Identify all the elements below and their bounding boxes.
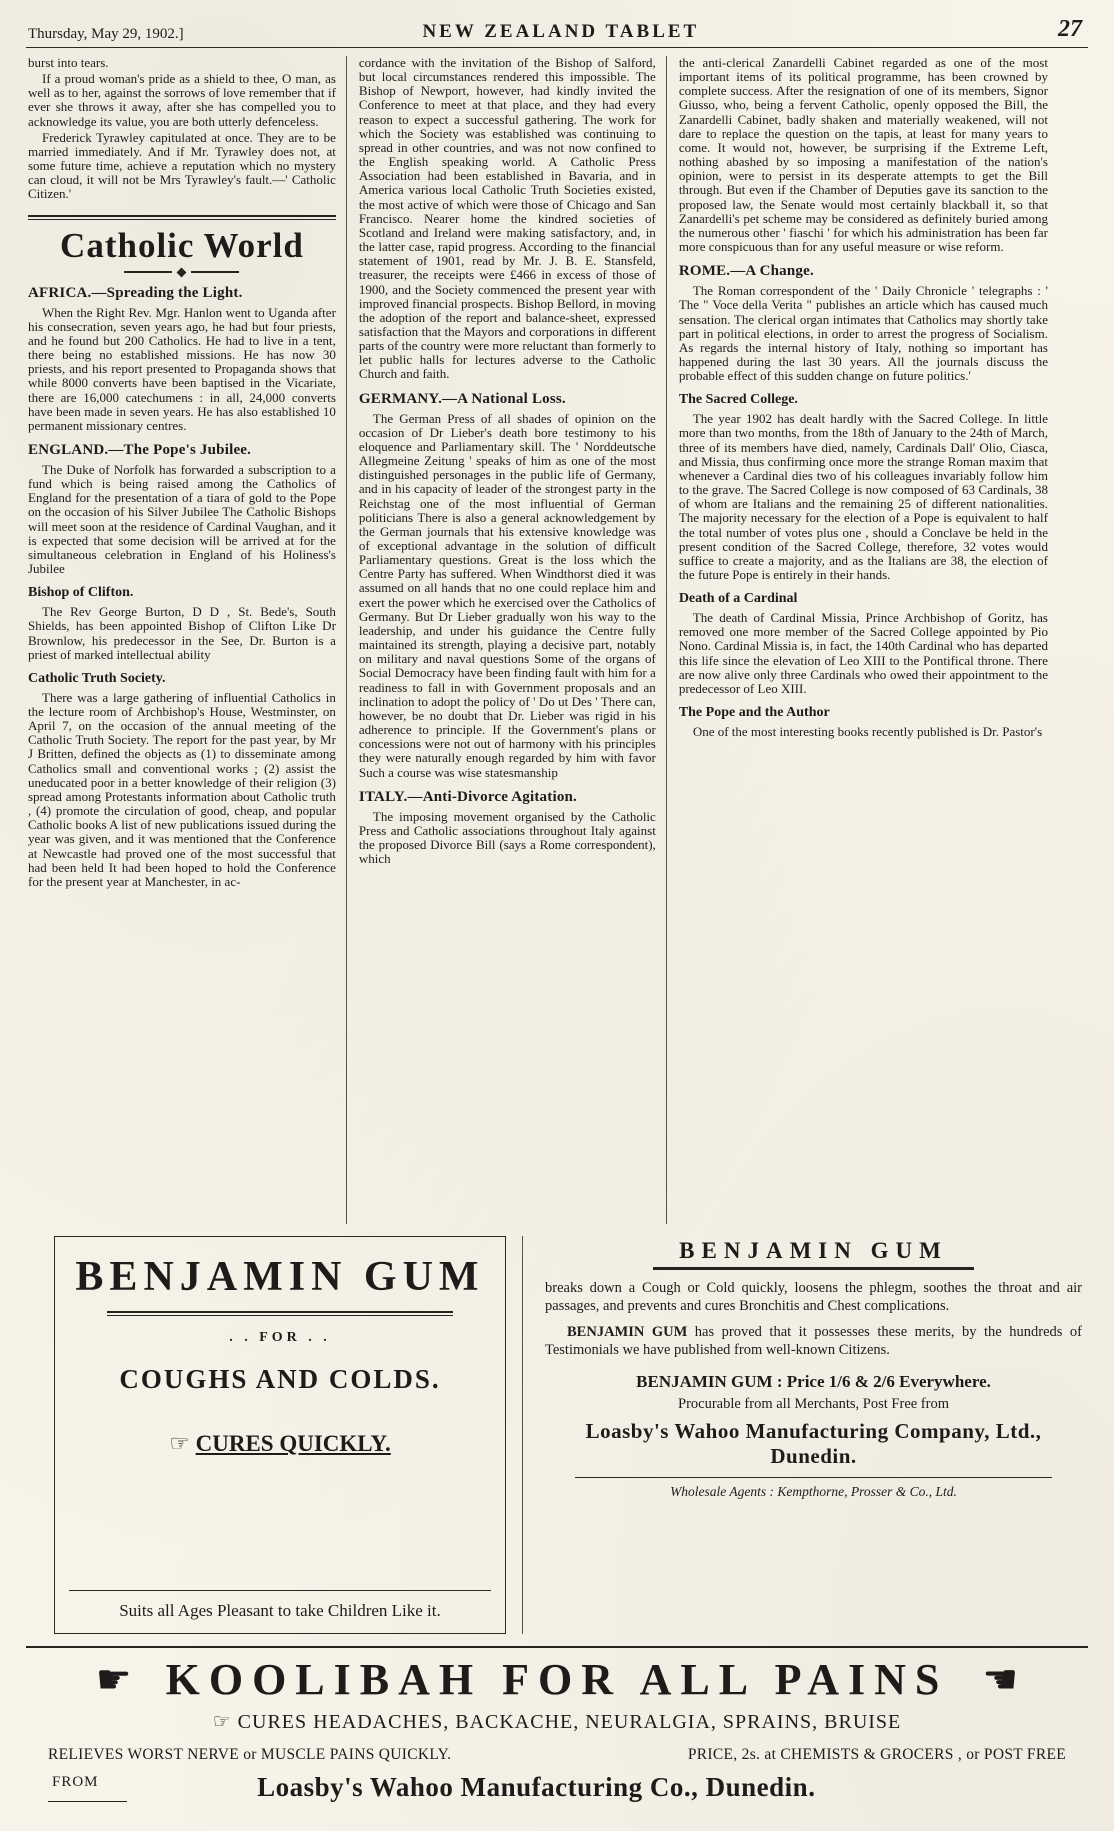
section-title: Catholic World bbox=[60, 225, 304, 265]
benjamin-gum-ad-right bbox=[523, 1236, 1088, 1634]
koolibah-subtitle bbox=[26, 1709, 1088, 1734]
rule bbox=[107, 1311, 453, 1313]
page-number: 27 bbox=[1058, 16, 1082, 42]
ad-price-line: BENJAMIN GUM : Price 1/6 & 2/6 Everywhere. bbox=[636, 1371, 991, 1391]
column-3 bbox=[666, 56, 1058, 1224]
ad-procurable-line: Procurable from all Merchants, Post Free from bbox=[678, 1395, 949, 1412]
article-subheading: The Pope and the Author bbox=[678, 705, 830, 721]
article-subheading: Catholic Truth Society. bbox=[28, 670, 166, 686]
koolibah-title-row bbox=[26, 1654, 1088, 1705]
pointing-hand-left-icon: ☚ bbox=[982, 1656, 1019, 1703]
diamond-ornament-icon bbox=[177, 267, 187, 277]
ad-cures-text: CURES QUICKLY. bbox=[195, 1431, 391, 1456]
section-title-block bbox=[28, 215, 336, 276]
article-heading: ENGLAND.—The Pope's Jubilee. bbox=[28, 441, 252, 458]
article-paragraph: The German Press of all shades of opinion on the occasion of Dr Lieber's death bore testimony to his eloquence and Parliamentary skill. The ' Norddeutsche Allegmeine Zeitung ' speaks of him as one of the most distinguished personages in the public life of Germany, and in his capacity of leader of the strongest party in the Reichstag one of the most influential of German politicians There is also a general acknowledgement by the German journals that his extensive knowledge was of exceptional advantage in the solution of difficult Parliamentary questions. Great is the loss which the Centre Party has suffered. When Windthorst died it was assumed on all hands that no one could replace him and exert the power which he exercised over the Catholics of Germany. But Dr Lieber gradually won his way to the leadership, and under his guidance the Centre fully maintained its strength, playing a decisive part, notably on military and naval questions Some of the organs of Social Democracy have been finding fault with him for a readiness to fall in with Government proposals and an inclination to adopt the policy of ' Do ut Des ' There can, however, be no doubt that Dr. Lieber was rigid in his adherence to principle. If the Government's plans or concessions were not out of harmony with his principles they were naturally enough regarded by him with favor Such a course was wise statesmanship bbox=[358, 410, 656, 780]
ad-title bbox=[545, 1238, 1082, 1270]
article-heading: ROME.—A Change. bbox=[678, 263, 814, 280]
advertisements-row bbox=[26, 1236, 1088, 1634]
article-heading: GERMANY.—A National Loss. bbox=[358, 390, 566, 407]
ad-for-line: . . FOR . . bbox=[229, 1330, 331, 1345]
article-heading: AFRICA.—Spreading the Light. bbox=[28, 284, 243, 301]
rule bbox=[107, 1315, 453, 1316]
koolibah-title: KOOLIBAH FOR ALL PAINS bbox=[165, 1655, 949, 1704]
column-1 bbox=[26, 56, 346, 1224]
article-paragraph: The imposing movement organised by the Catholic Press and Catholic associations throughout Italy against the proposed Divorce Bill (says a Rome correspondent), which bbox=[358, 808, 656, 867]
article-paragraph: Frederick Tyrawley capitulated at once. They are to be married immediately. And if Mr. Tyrawley does not, at some future time, achieve a reputation which no mystery can cloud, it will not be Mrs Tyrawley's fault.—' Catholic Citizen.' bbox=[28, 129, 336, 202]
pointing-hand-icon: ☞ bbox=[212, 1709, 232, 1733]
ad-copy-rest: has proved that it possesses these merits, by the hundreds of Testimonials we have published from well-known Citizens. bbox=[545, 1324, 1083, 1359]
koolibah-company-row bbox=[26, 1772, 1088, 1803]
article-paragraph: The Roman correspondent of the ' Daily Chronicle ' telegraphs : ' The " Voce della Verita " publishes an article which has caused much sensation. The clerical organ intimates that Catholics may shortly take part in political elections, in order to arrest the progress of Socialism. As regards the internal history of Italy, nothing so important has happened during the last 30 years. All the journals discuss the probable effect of this sudden change on future politics.' bbox=[678, 283, 1048, 384]
koolibah-subtitle-text: CURES HEADACHES, BACKACHE, NEURALGIA, SPRAINS, BRUISE bbox=[237, 1711, 902, 1733]
article-columns bbox=[26, 56, 1058, 1224]
ornament-divider bbox=[28, 269, 336, 276]
ad-title-text: BENJAMIN GUM bbox=[653, 1238, 974, 1270]
ad-copy-paragraph bbox=[545, 1324, 1082, 1359]
article-paragraph: There was a large gathering of influential Catholics in the lecture room of Archbishop's House, Westminster, on April 7, on the occasion of the annual meeting of the Catholic Truth Society. The report for the past year, by Mr J Britten, defined the objects as (1) to disseminate among Catholics small and conventional works ; (2) assist the uneducated poor in a better knowledge of their religion (3) spread among Protestants information about Catholic truth , (4) promote the circulation of good, cheap, and popular Catholic books A list of new publications issued during the year was given, and it was mentioned that the Conference at Newcastle had proved one of the most successful that had been held It had been hoped to hold the Conference for the present year at Manchester, in ac- bbox=[28, 689, 336, 889]
ornament-line bbox=[124, 271, 172, 273]
article-paragraph: cordance with the invitation of the Bishop of Salford, but local circumstances rendered this impossible. The Bishop of Newport, however, had kindly invited the Conference to meet at that place, and they had every reason to expect a successful gathering. The work for which the Society was established was continuing to spread in other countries, and was not now confined to the English speaking world. A Catholic Press Association had been established in Bavaria, and in America various local Catholic Truth Societies existed, the most active of which were those of Chicago and San Francisco. Nearer home the kindred societies of Scotland and Ireland were making satisfactory, and, in the latter case, rapid progress. According to the financial statement of 1901, read by Mr. J. B. E. Stansfeld, treasurer, the receipts were £466 in excess of those of 1900, and the Society commenced the present year with improved financial prospects. Bishop Bellord, in moving the adoption of the report and balance-sheet, expressed satisfaction that the Mayors and corporations in different parts of the country were more reluctant than formerly to let public halls for lectures adverse to the Catholic Church and faith. bbox=[358, 56, 656, 382]
ad-copy-paragraph: breaks down a Cough or Cold quickly, loosens the phlegm, soothes the throat and air passages, and prevents and cures Bronchitis and Chest complications. bbox=[545, 1280, 1082, 1314]
date-line: Thursday, May 29, 1902.] bbox=[28, 26, 184, 42]
article-paragraph: One of the most interesting books recently published is Dr. Pastor's bbox=[692, 724, 1043, 740]
page-header bbox=[26, 14, 1088, 47]
benjamin-gum-ad-left bbox=[54, 1236, 506, 1634]
rule bbox=[28, 215, 336, 217]
koolibah-info-row bbox=[26, 1746, 1088, 1764]
koolibah-price-text: PRICE, 2s. at CHEMISTS & GROCERS , or POST FREE bbox=[687, 1746, 1066, 1763]
ad-footer-line: Suits all Ages Pleasant to take Children Like it. bbox=[69, 1590, 491, 1633]
article-paragraph: The Rev George Burton, D D , St. Bede's, South Shields, has been appointed Bishop of Clifton Like Dr Brownlow, his predecessor in the See, Dr. Burton is a priest of marked intellectual ability bbox=[28, 604, 336, 662]
masthead-title: NEW ZEALAND TABLET bbox=[422, 21, 700, 42]
article-paragraph: If a proud woman's pride as a shield to thee, O man, as well as to her, against the sorrows of love remember that if ever she throws it away, after she has compelled you to acknowledge its value, you are both utterly defenceless. bbox=[28, 71, 336, 129]
ad-copy-lead: BENJAMIN GUM bbox=[567, 1324, 688, 1341]
ad-company-name: Loasby's Wahoo Manufacturing Company, Ltd., Dunedin. bbox=[585, 1418, 1042, 1468]
article-subheading: The Sacred College. bbox=[678, 392, 798, 408]
header-rule bbox=[26, 47, 1088, 48]
article-paragraph: The year 1902 has dealt hardly with the Sacred College. In little more than two months, from the 18th of January to the 24th of March, three of its members have died, namely, Cardinals Dall' Olio, Ciasca, and Missia, thus confirming once more the strange Roman maxim that whenever a Cardinal dies two of his colleagues invariably follow him to the grave. The Sacred College is now composed of 63 Cardinals, 38 of whom are Italians and the remaining 25 of different nationalities. The majority necessary for the election of a Pope is equivalent to half the total number of votes plus one , should a Conclave be held in the present condition of the Sacred College, therefore, 32 votes would suffice to create a majority, and as the Italians are 38, the election of the future Pope is entirely in their hands. bbox=[678, 411, 1048, 582]
koolibah-banner-ad bbox=[26, 1646, 1088, 1822]
article-paragraph: The Duke of Norfolk has forwarded a subscription to a fund which is being raised among the Catholics of England for the presentation of a tiara of gold to the Pope on the occasion of his Silver Jubilee The Catholic Bishops will meet soon at the residence of Cardinal Vaughan, and it is expected that some decision will be arrived at for the simultaneous celebration in England of his Holiness's Jubilee bbox=[28, 461, 336, 577]
koolibah-from-label: FROM bbox=[48, 1774, 127, 1802]
article-subheading: Bishop of Clifton. bbox=[28, 585, 134, 601]
article-paragraph: When the Right Rev. Mgr. Hanlon went to Uganda after his consecration, seven years ago, he had but four priests, and he found but 200 Catholics. He had to live in a tent, there being no established missions. He has now 30 priests, and his report presented to Propaganda shows that while 8000 converts have been baptised in the Vicariate, there are 16,000 catechumens : in all, 24,000 converts have been made in seven years. He has also established 10 permanent missionary centres. bbox=[28, 304, 336, 433]
koolibah-company-name: Loasby's Wahoo Manufacturing Co., Dunedin. bbox=[257, 1772, 816, 1802]
ad-wholesale-agents-line: Wholesale Agents : Kempthorne, Prosser & Co., Ltd. bbox=[670, 1483, 957, 1499]
rule bbox=[28, 219, 336, 220]
ornament-line bbox=[191, 271, 239, 273]
rule bbox=[575, 1477, 1052, 1478]
article-heading: ITALY.—Anti-Divorce Agitation. bbox=[358, 788, 578, 805]
double-rule bbox=[107, 1311, 453, 1316]
pointing-hand-right-icon: ☛ bbox=[95, 1656, 132, 1703]
pointing-hand-icon: ☞ bbox=[169, 1431, 190, 1457]
article-subheading: Death of a Cardinal bbox=[678, 591, 798, 607]
koolibah-relieves-text: RELIEVES WORST NERVE or MUSCLE PAINS QUICKLY. bbox=[48, 1746, 452, 1763]
ad-product-line: COUGHS AND COLDS. bbox=[119, 1364, 441, 1394]
column-2 bbox=[346, 56, 666, 1224]
article-paragraph: The death of Cardinal Missia, Prince Archbishop of Goritz, has removed one more member of the Sacred College appointed by Pio Nono. Cardinal Missia is, in fact, the 140th Cardinal who has departed this life since the elevation of Leo XIII to the Pontifical throne. There are now alive only three Cardinals who owed their appointment to the predecessor of Leo XIII. bbox=[678, 610, 1048, 696]
ad-cures-line bbox=[69, 1431, 491, 1457]
article-paragraph: the anti-clerical Zanardelli Cabinet regarded as one of the most important items of its political programme, has been crowned by complete success. After the resignation of one of its members, Signor Giusso, who, being a fervent Catholic, openly opposed the Bill, the Zanardelli Cabinet, badly shaken and materially weakened, will not dare to replace the question on the tapis, at least for many years to come. It would not, however, be surprising if the Extreme Left, nothing abashed by so imposing a manifestation of the nation's opinion, were to persist in its desperate attempts to get the Bill through. But even if the Chamber of Deputies gave its sanction to the proposed law, the Senate would most certainly blackball it, so that Zanardelli's pet scheme may be considered as definitely buried among the numerous other ' fiaschi ' for which his administration has been far more conspicuous than for any useful measure or wise reform. bbox=[678, 56, 1048, 255]
ad-title: BENJAMIN GUM bbox=[75, 1254, 485, 1300]
article-paragraph: burst into tears. bbox=[28, 56, 109, 70]
